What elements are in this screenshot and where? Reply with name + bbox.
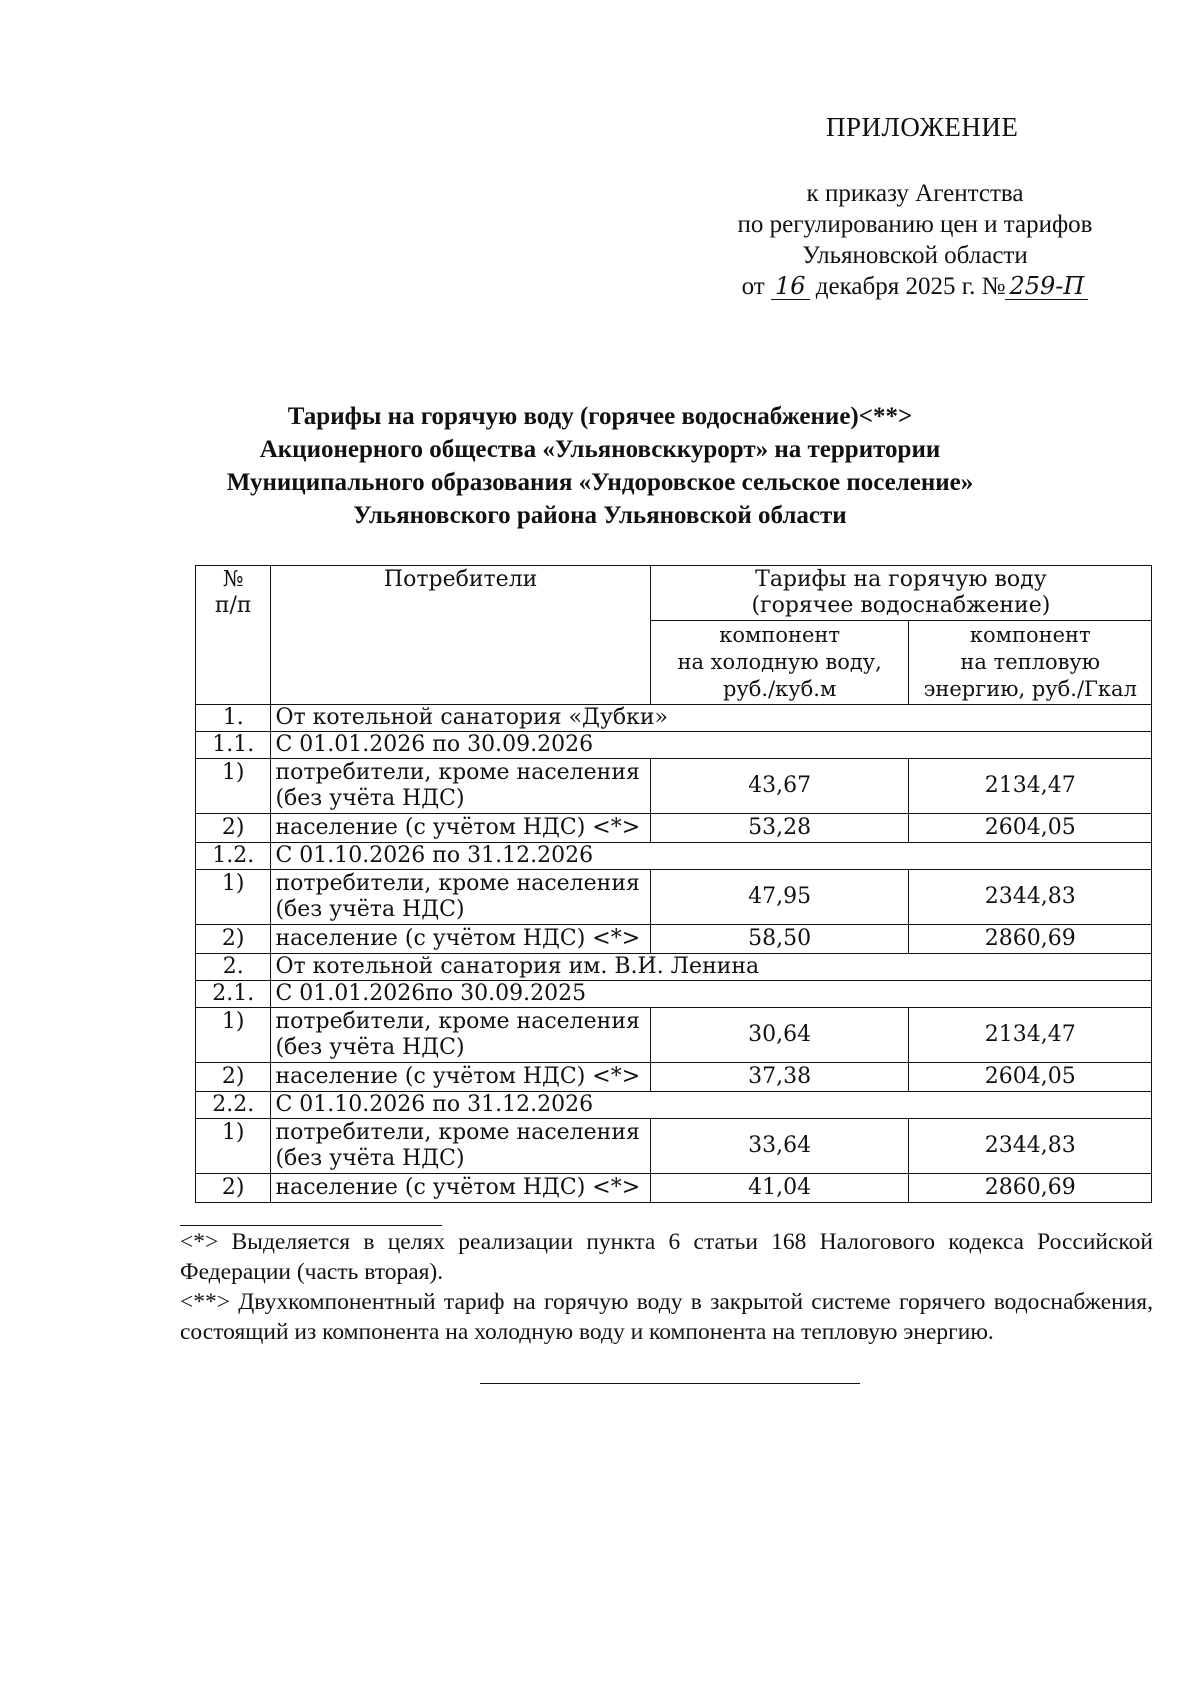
table-row <box>196 1119 1152 1174</box>
row-label: С 01.01.2026по 30.09.2025 <box>271 981 1152 1008</box>
header-cold-water <box>650 621 909 705</box>
row-number: 1) <box>196 870 271 925</box>
header-consumers: Потребители <box>271 566 650 705</box>
table-row <box>196 843 1152 870</box>
footnote-1: <*> Выделяется в целях реализации пункта 6 статьи 168 Налогового кодекса Российской Федерации (часть вторая). <box>180 1229 1153 1285</box>
row-number: 1.2. <box>196 843 271 870</box>
row-label: население (с учётом НДС) <*> <box>271 814 650 843</box>
title-line-2: Акционерного общества «Ульяновсккурорт» на территории <box>259 436 941 463</box>
row-label: С 01.10.2026 по 31.12.2026 <box>271 1092 1152 1119</box>
row-label: потребители, кроме населения (без учёта НДС) <box>271 870 650 925</box>
header-tariffs-line-1: Тарифы на горячую воду <box>755 567 1047 592</box>
header-cold-line-3: руб./куб.м <box>722 677 837 701</box>
row-number: 1. <box>196 705 271 732</box>
header-heat-line-2: на тепловую <box>960 650 1101 674</box>
order-reference-line-3: Ульяновской области <box>802 242 1028 269</box>
header-cold-line-1: компонент <box>719 623 841 647</box>
header-cold-line-2: на холодную воду, <box>677 650 882 674</box>
end-separator <box>480 1383 860 1384</box>
heat-energy-tariff: 2134,47 <box>909 1008 1152 1063</box>
row-label: потребители, кроме населения (без учёта НДС) <box>271 1008 650 1063</box>
heat-energy-tariff: 2604,05 <box>909 1063 1152 1092</box>
header-heat-energy <box>909 621 1152 705</box>
header-tariffs <box>650 566 1151 621</box>
table-row <box>196 705 1152 732</box>
table-row <box>196 870 1152 925</box>
row-label: потребители, кроме населения (без учёта НДС) <box>271 759 650 814</box>
row-number: 2) <box>196 1063 271 1092</box>
table-row <box>196 1008 1152 1063</box>
row-number: 2) <box>196 925 271 954</box>
header-number-label: п/п <box>214 593 252 618</box>
row-number: 2.2. <box>196 1092 271 1119</box>
table-row <box>196 1063 1152 1092</box>
row-label: население (с учётом НДС) <*> <box>271 1063 650 1092</box>
order-reference-line-1: к приказу Агентства <box>806 180 1024 207</box>
row-label: С 01.01.2026 по 30.09.2026 <box>271 732 1152 759</box>
row-label: От котельной санатория «Дубки» <box>271 705 1152 732</box>
cold-water-tariff: 37,38 <box>650 1063 909 1092</box>
handwritten-day: 16 <box>771 273 810 300</box>
cold-water-tariff: 33,64 <box>650 1119 909 1174</box>
cold-water-tariff: 53,28 <box>650 814 909 843</box>
heat-energy-tariff: 2860,69 <box>909 1174 1152 1203</box>
row-number: 1) <box>196 759 271 814</box>
tariff-table <box>195 565 1152 1203</box>
heat-energy-tariff: 2604,05 <box>909 814 1152 843</box>
cold-water-tariff: 30,64 <box>650 1008 909 1063</box>
cold-water-tariff: 58,50 <box>650 925 909 954</box>
title-line-1: Тарифы на горячую воду (горячее водоснабжение)<**> <box>287 403 913 430</box>
row-label: С 01.10.2026 по 31.12.2026 <box>271 843 1152 870</box>
title-line-4: Ульяновского района Ульяновской области <box>353 502 847 529</box>
row-number: 2.1. <box>196 981 271 1008</box>
header-tariffs-line-2: (горячее водоснабжение) <box>751 593 1051 618</box>
header-heat-line-3: энергию, руб./Гкал <box>923 677 1137 701</box>
annex-title: ПРИЛОЖЕНИЕ <box>826 112 1019 142</box>
table-row <box>196 732 1152 759</box>
table-row <box>196 954 1152 981</box>
order-reference <box>720 178 1110 302</box>
header-row-number <box>196 566 271 705</box>
row-label: потребители, кроме населения (без учёта НДС) <box>271 1119 650 1174</box>
table-row <box>196 1092 1152 1119</box>
row-label: От котельной санатория им. В.И. Ленина <box>271 954 1152 981</box>
tariff-table-body <box>196 705 1152 1203</box>
row-number: 1.1. <box>196 732 271 759</box>
table-row <box>196 925 1152 954</box>
table-row <box>196 814 1152 843</box>
table-row <box>196 759 1152 814</box>
header-number-sign: № <box>222 567 244 592</box>
footnote-2: <**> Двухкомпонентный тариф на горячую воду в закрытой системе горячего водоснабжения, состоящий из компонента на холодную воду и компонента на тепловую энергию. <box>180 1289 1153 1345</box>
heat-energy-tariff: 2344,83 <box>909 870 1152 925</box>
title-line-3: Муниципального образования «Ундоровское сельское поселение» <box>226 469 974 496</box>
heat-energy-tariff: 2344,83 <box>909 1119 1152 1174</box>
row-label: население (с учётом НДС) <*> <box>271 925 650 954</box>
row-label: население (с учётом НДС) <*> <box>271 1174 650 1203</box>
heat-energy-tariff: 2860,69 <box>909 925 1152 954</box>
table-row <box>196 981 1152 1008</box>
footnotes <box>180 1227 1153 1347</box>
date-prefix: от <box>741 273 765 300</box>
date-middle: декабря 2025 г. № <box>815 273 1006 300</box>
order-reference-line-2: по регулированию цен и тарифов <box>737 211 1093 238</box>
row-number: 2) <box>196 1174 271 1203</box>
cold-water-tariff: 47,95 <box>650 870 909 925</box>
document-title <box>150 400 1050 532</box>
cold-water-tariff: 41,04 <box>650 1174 909 1203</box>
row-number: 1) <box>196 1008 271 1063</box>
order-date-line <box>720 271 1110 302</box>
heat-energy-tariff: 2134,47 <box>909 759 1152 814</box>
footnote-separator <box>180 1225 442 1226</box>
row-number: 1) <box>196 1119 271 1174</box>
table-row <box>196 1174 1152 1203</box>
handwritten-order-number: 259-П <box>1005 273 1088 300</box>
row-number: 2. <box>196 954 271 981</box>
cold-water-tariff: 43,67 <box>650 759 909 814</box>
header-heat-line-1: компонент <box>969 623 1091 647</box>
row-number: 2) <box>196 814 271 843</box>
